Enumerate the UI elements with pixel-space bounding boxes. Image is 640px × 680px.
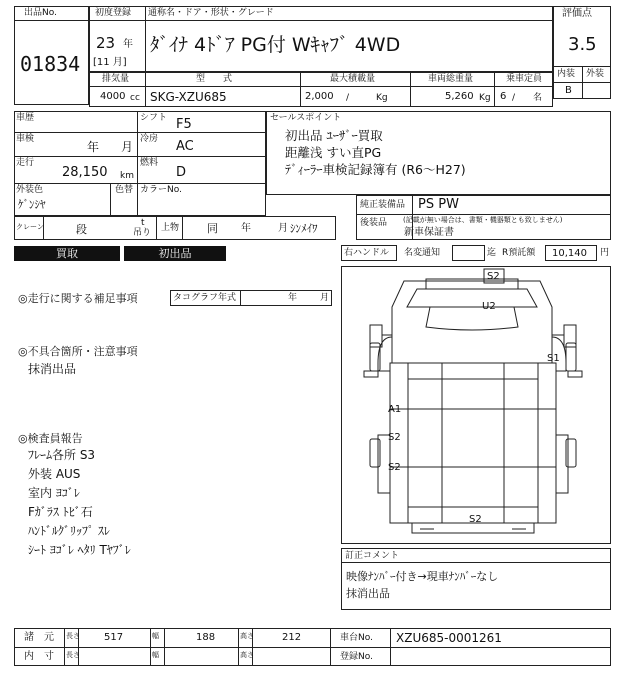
first-reg-label: 初度登録 <box>95 8 132 18</box>
exterior-label: 外装 <box>586 69 605 79</box>
footer-chassis: XZU685-0001261 <box>396 631 502 645</box>
upper-month: 月 <box>278 223 288 234</box>
tachograph-month-unit: 月 <box>320 293 330 303</box>
mileage-label: 走行 <box>16 158 35 168</box>
mark-s2-left2: S2 <box>388 462 401 473</box>
sales-point-line: 初出品 ﾕｰｻﾞｰ買取 <box>285 128 383 143</box>
defect-line: 抹消出品 <box>28 362 77 376</box>
lot-number: 01834 <box>20 52 81 76</box>
footer-length-label-2: 長さ <box>66 651 80 659</box>
inspection-month-unit: 月 <box>121 140 134 154</box>
right-handle-label: 右ハンドル <box>344 248 390 258</box>
color-change-label: 色替 <box>115 185 134 195</box>
footer-length: 517 <box>104 632 124 643</box>
inspector-line: ｼｰﾄ ﾖｺﾞﾚ ﾍﾀﾘ Tﾔﾌﾞﾚ <box>28 543 131 557</box>
shift-value: F5 <box>176 117 192 132</box>
tachograph-label: タコグラフ年式 <box>173 293 237 303</box>
gross-weight-unit: Kg <box>479 93 491 103</box>
inspector-line: Fｶﾞﾗｽ ﾄﾋﾞ石 <box>28 505 93 519</box>
upper-maker: ｼﾝﾒｲﾜ <box>290 222 318 235</box>
max-load-label: 最大積載量 <box>330 74 376 84</box>
r-deposit-value: 10,140 <box>552 248 587 259</box>
upper-same: 同 <box>207 222 218 235</box>
footer-length-label: 長さ <box>66 632 80 640</box>
equipment-value: PS PW <box>418 197 459 212</box>
odometer-label: 迄 <box>487 248 497 258</box>
sales-points-label: セールスポイント <box>270 113 342 123</box>
inspector-line: ﾌﾚｰﾑ各所 S3 <box>28 448 96 462</box>
fuel-value: D <box>176 165 187 180</box>
footer-specs-label: 諸 元 <box>24 632 54 643</box>
crane-label: クレーン <box>16 223 44 231</box>
score-label: 評価点 <box>562 8 592 19</box>
ext-color-label: 外装色 <box>16 185 44 195</box>
reg-year-unit: 年 <box>123 39 133 50</box>
upper-label: 上物 <box>161 223 180 233</box>
footer-width: 188 <box>196 632 216 643</box>
crane-suspend: 吊り <box>133 228 152 238</box>
accessories-label: 後装品 <box>360 218 388 228</box>
max-load-value: 2,000 <box>305 91 334 102</box>
correction-line: 抹消出品 <box>346 587 390 600</box>
model-label: 通称名・ドア・形状・グレード <box>148 8 274 18</box>
mark-s2-bottom: S2 <box>469 514 482 525</box>
mark-s2-top: S2 <box>487 271 500 282</box>
interior-grade: B <box>565 85 572 96</box>
lot-label: 出品No. <box>24 8 57 18</box>
footer-inner-label: 内 寸 <box>24 651 54 662</box>
capacity-label: 乗車定員 <box>506 74 543 84</box>
ac-value: AC <box>176 139 194 154</box>
crane-t: t <box>141 218 145 228</box>
ext-color-value: ｹﾞﾝｼﾔ <box>18 198 46 211</box>
mark-s1: S1 <box>547 353 560 364</box>
capacity-unit: / 名 <box>512 93 543 103</box>
inspection-label: 車検 <box>16 134 35 144</box>
fuel-label: 燃料 <box>140 158 159 168</box>
inspection-year-unit: 年 <box>87 140 100 154</box>
r-unit: 円 <box>600 248 610 258</box>
correction-list <box>346 568 498 602</box>
mark-u2: U2 <box>482 301 496 312</box>
name-change-label: 名変通知 <box>404 248 441 258</box>
first-listing-bar: 初出品 <box>124 246 226 261</box>
mileage-value: 28,150 <box>62 165 108 180</box>
sales-points-list <box>285 127 466 178</box>
color-code-label: カラーNo. <box>140 185 182 195</box>
accessories-note: (記載が無い場合は、書類・機器類とも致しません) <box>403 216 563 224</box>
history-label: 車歴 <box>16 113 35 123</box>
correction-label: 訂正コメント <box>345 551 400 561</box>
name-change-box <box>452 245 485 261</box>
r-deadline-label: R預託額 <box>502 248 536 258</box>
displacement-value: 4000 <box>100 91 126 102</box>
defects-label: ◎不具合箇所・注意事項 <box>18 345 138 358</box>
inspector-list <box>28 446 131 560</box>
footer-height-label-2: 高さ <box>240 651 254 659</box>
ac-label: 冷房 <box>140 134 159 144</box>
sales-point-line: ﾃﾞｨｰﾗｰ車検記録簿有 (R6～H27) <box>285 162 466 177</box>
upper-year: 年 <box>241 223 251 234</box>
damage-diagram <box>341 266 611 544</box>
inspector-line: ﾊﾝﾄﾞﾙｸﾞﾘｯﾌﾟ ｽﾚ <box>28 524 110 538</box>
driving-notes-label: ◎走行に関する補足事項 <box>18 292 138 305</box>
tachograph-year-unit: 年 <box>288 293 298 303</box>
interior-label: 内装 <box>557 69 576 79</box>
correction-line: 映像ﾅﾝﾊﾞｰ付き→現車ﾅﾝﾊﾞｰなし <box>346 570 499 583</box>
mark-a1: A1 <box>388 404 402 415</box>
equipment-label: 純正装備品 <box>360 200 406 210</box>
type-value: SKG-XZU685 <box>150 90 227 104</box>
footer-reg-label: 登録No. <box>340 652 373 662</box>
sales-point-line: 距離浅 すい直PG <box>285 145 382 160</box>
footer-chassis-label: 車台No. <box>340 633 373 643</box>
gross-weight-value: 5,260 <box>445 91 474 102</box>
displacement-label: 排気量 <box>102 74 130 84</box>
crane-steps: 段 <box>76 223 87 236</box>
capacity-value: 6 <box>500 91 507 102</box>
inspector-label: ◎検査員報告 <box>18 432 83 445</box>
reg-year: 23 <box>96 34 116 52</box>
defects-list <box>28 360 76 379</box>
inspector-line: 室内 ﾖｺﾞﾚ <box>28 486 80 500</box>
footer-height: 212 <box>282 632 302 643</box>
type-label: 型 式 <box>196 74 233 84</box>
truck-outline <box>342 267 610 543</box>
footer-width-label-2: 幅 <box>152 651 159 659</box>
gross-weight-label: 車両総重量 <box>428 74 474 84</box>
max-load-unit: / Kg <box>346 93 388 103</box>
inspector-line: 外装 AUS <box>28 467 81 481</box>
score-value: 3.5 <box>568 34 597 55</box>
displacement-unit: cc <box>130 93 140 103</box>
reg-month: [11 月] <box>93 57 127 68</box>
footer-height-label: 高さ <box>240 632 254 640</box>
accessories-value: 新車保証書 <box>404 227 454 238</box>
mileage-unit: km <box>120 171 134 181</box>
footer-width-label: 幅 <box>152 632 159 640</box>
shift-label: シフト <box>140 113 168 123</box>
mark-s2-left1: S2 <box>388 432 401 443</box>
model-name: ﾀﾞｲﾅ 4ﾄﾞｱ PG付 Wｷｬﾌﾞ 4WD <box>150 34 401 56</box>
buyback-bar: 買取 <box>14 246 120 261</box>
